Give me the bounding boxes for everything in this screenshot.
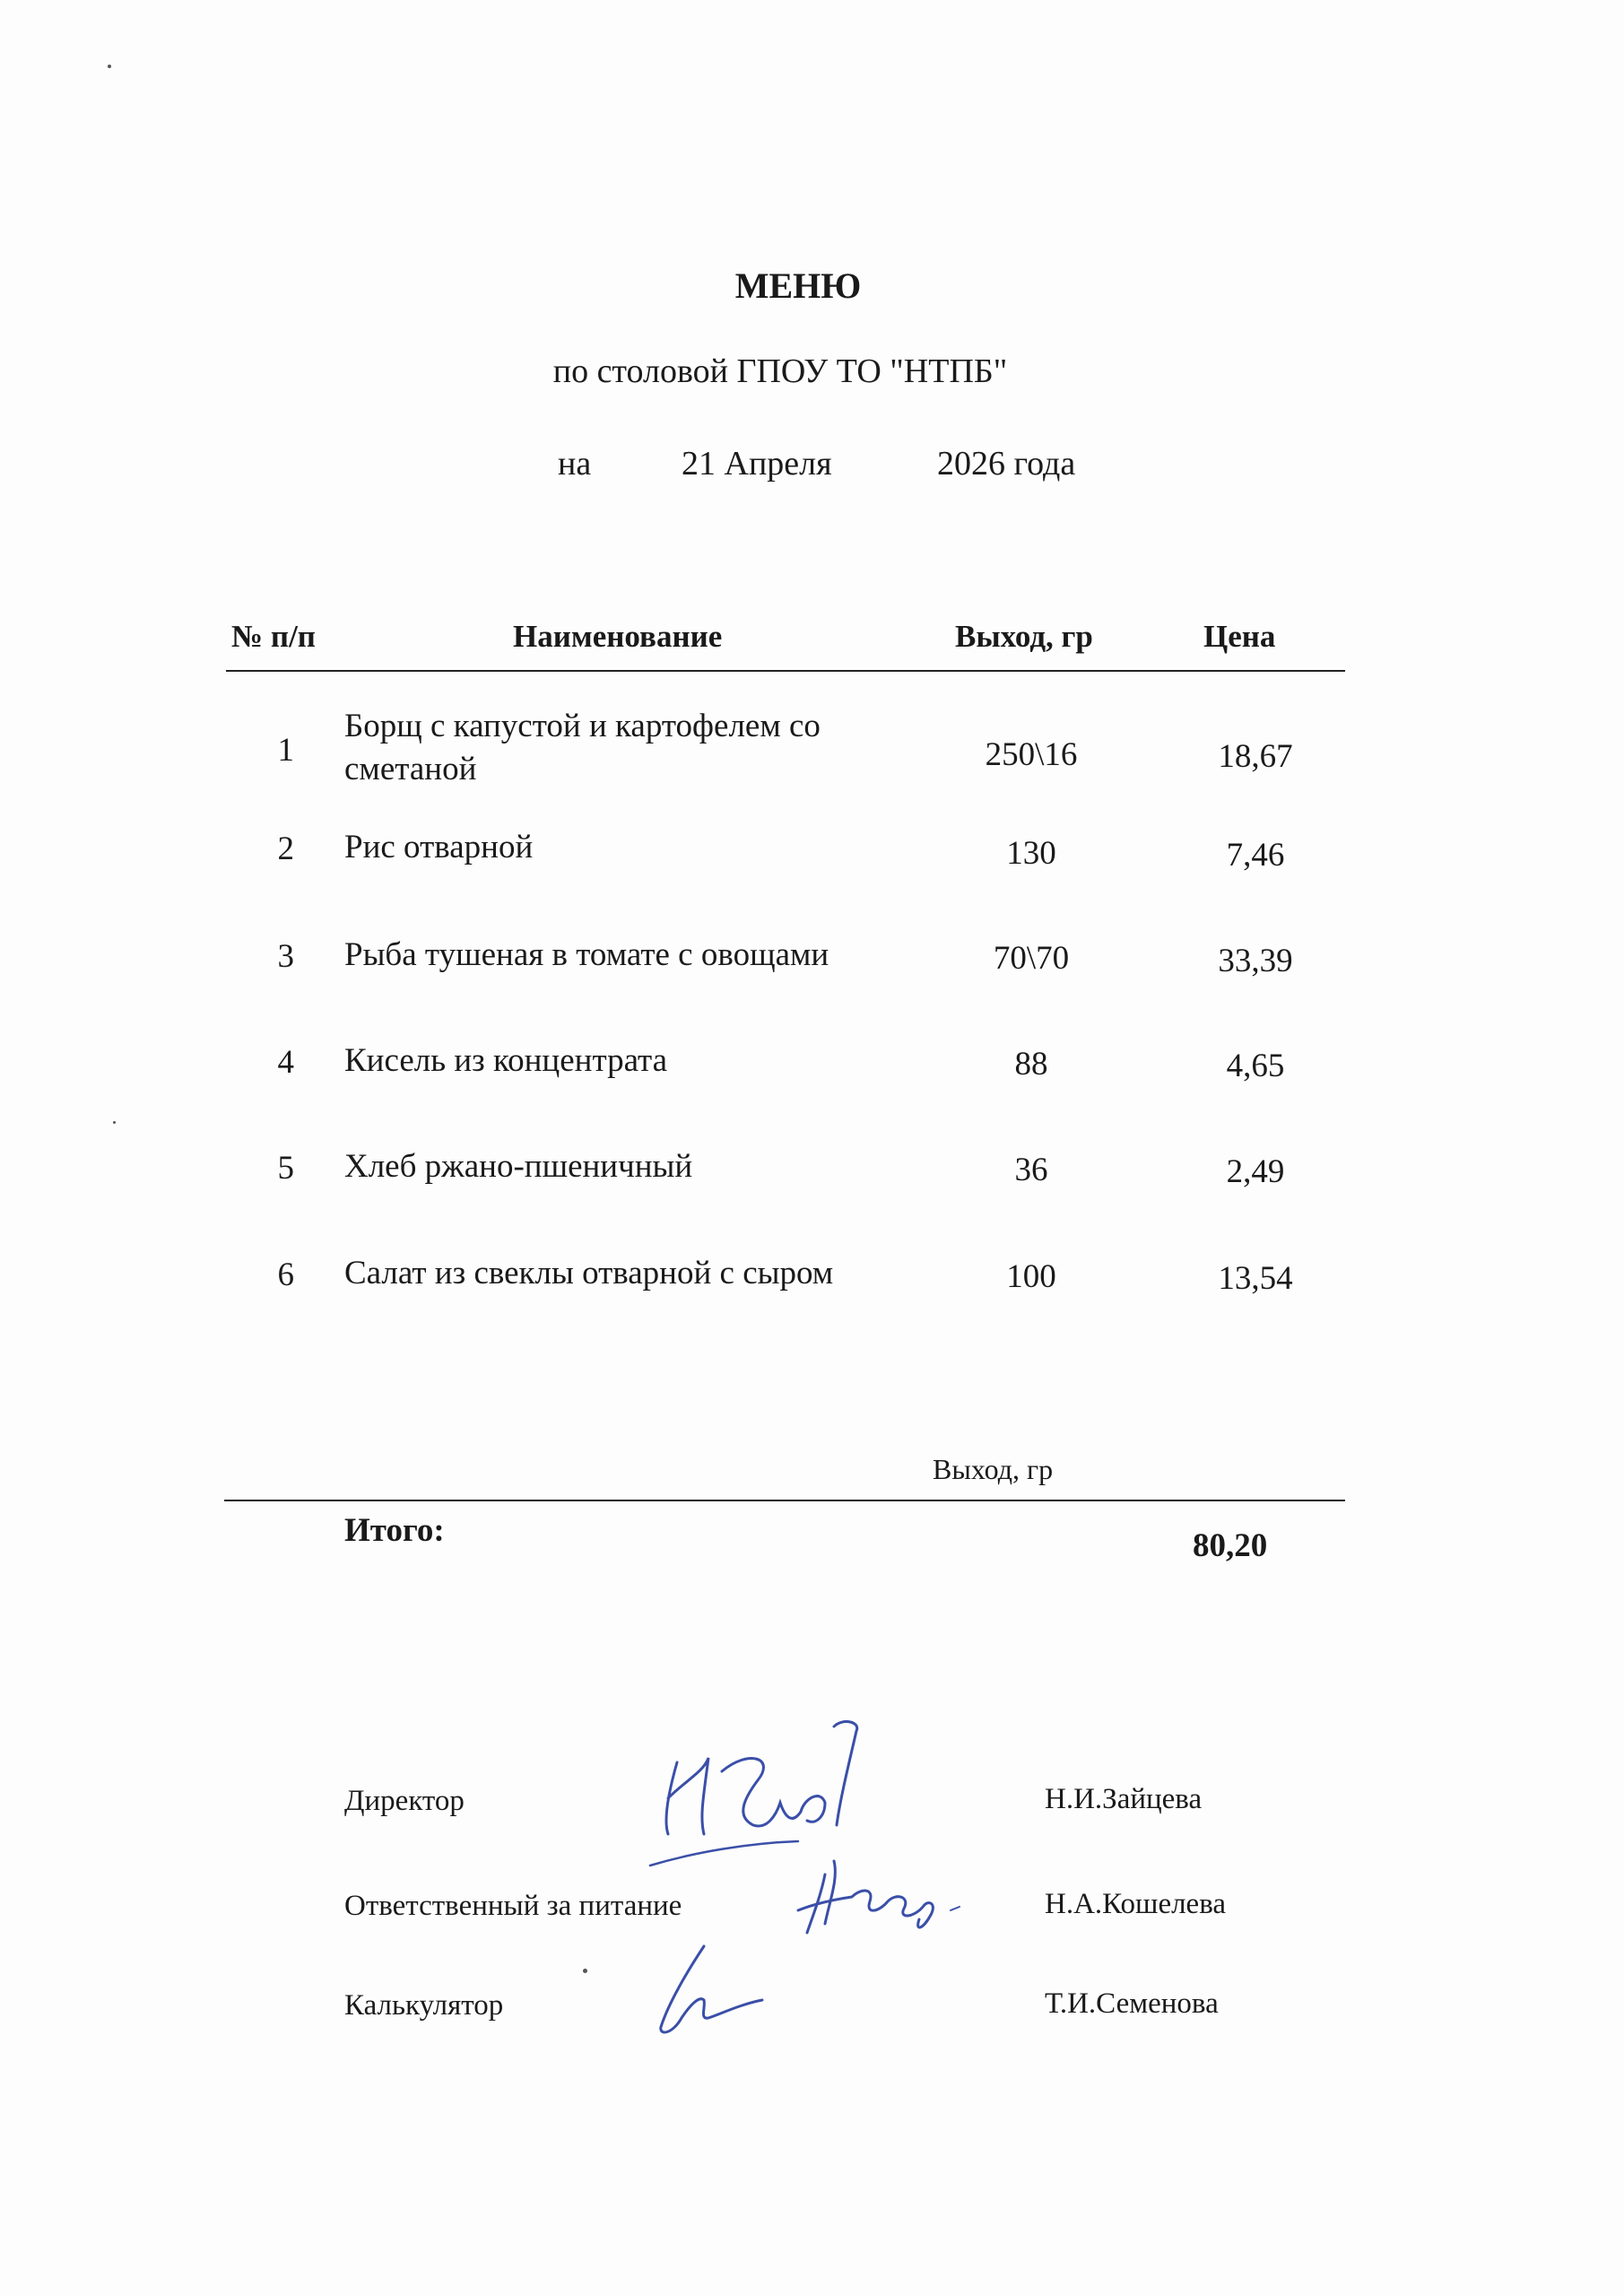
date-day: 21 Апреля — [682, 445, 832, 483]
row-number: 3 — [277, 938, 294, 975]
row-name: Кисель из концентрата — [344, 1042, 668, 1079]
row-price: 2,49 — [1226, 1153, 1285, 1190]
row-yield: 70\70 — [993, 940, 1070, 977]
signature-role-responsible: Ответственный за питание — [344, 1890, 682, 1922]
document-subtitle: по столовой ГПОУ ТО "НТПБ" — [552, 352, 1008, 390]
row-price: 4,65 — [1226, 1048, 1285, 1084]
calculator-signature — [650, 1937, 785, 2045]
row-name: Хлеб ржано-пшеничный — [344, 1148, 693, 1185]
paper-speck — [113, 1121, 116, 1124]
footer-yield-label: Выход, гр — [933, 1453, 1054, 1485]
total-label: Итого: — [344, 1512, 445, 1549]
row-name: Салат из свеклы отварной с сыром — [344, 1255, 834, 1292]
column-header-price: Цена — [1203, 619, 1276, 654]
row-yield: 100 — [1006, 1258, 1056, 1295]
total-rule — [224, 1500, 1345, 1501]
total-value: 80,20 — [1193, 1527, 1268, 1564]
row-number: 6 — [277, 1257, 294, 1293]
signature-role-director: Директор — [344, 1785, 465, 1817]
column-header-number: № п/п — [231, 619, 316, 654]
row-name: Рис отварной — [344, 829, 534, 865]
row-name: Борщ с капустой и картофелем со сметаной — [344, 708, 821, 787]
row-price: 13,54 — [1218, 1260, 1293, 1297]
row-number: 2 — [277, 831, 294, 867]
document-title: МЕНЮ — [734, 265, 862, 306]
header-rule — [226, 670, 1345, 672]
signature-role-calculator: Калькулятор — [344, 1989, 504, 2022]
paper-speck — [583, 1969, 587, 1973]
row-yield: 36 — [1014, 1152, 1048, 1188]
column-header-yield: Выход, гр — [955, 619, 1093, 654]
row-price: 18,67 — [1218, 738, 1293, 775]
date-year: 2026 года — [937, 445, 1076, 483]
row-number: 5 — [277, 1150, 294, 1187]
row-yield: 88 — [1014, 1046, 1048, 1083]
row-number: 1 — [277, 732, 294, 769]
row-yield: 130 — [1006, 835, 1056, 872]
date-prefix: на — [558, 445, 592, 483]
paper-speck — [108, 65, 111, 68]
row-number: 4 — [277, 1044, 294, 1081]
signature-name-calculator: Т.И.Семенова — [1045, 1987, 1219, 2020]
row-price: 7,46 — [1226, 837, 1285, 874]
signature-name-responsible: Н.А.Кошелева — [1045, 1888, 1226, 1920]
column-header-name: Наименование — [513, 619, 723, 654]
row-price: 33,39 — [1218, 943, 1293, 979]
row-yield: 250\16 — [985, 736, 1078, 773]
signature-name-director: Н.И.Зайцева — [1045, 1783, 1203, 1815]
responsible-signature — [789, 1848, 968, 1946]
row-name: Рыба тушеная в томате с овощами — [344, 936, 829, 973]
